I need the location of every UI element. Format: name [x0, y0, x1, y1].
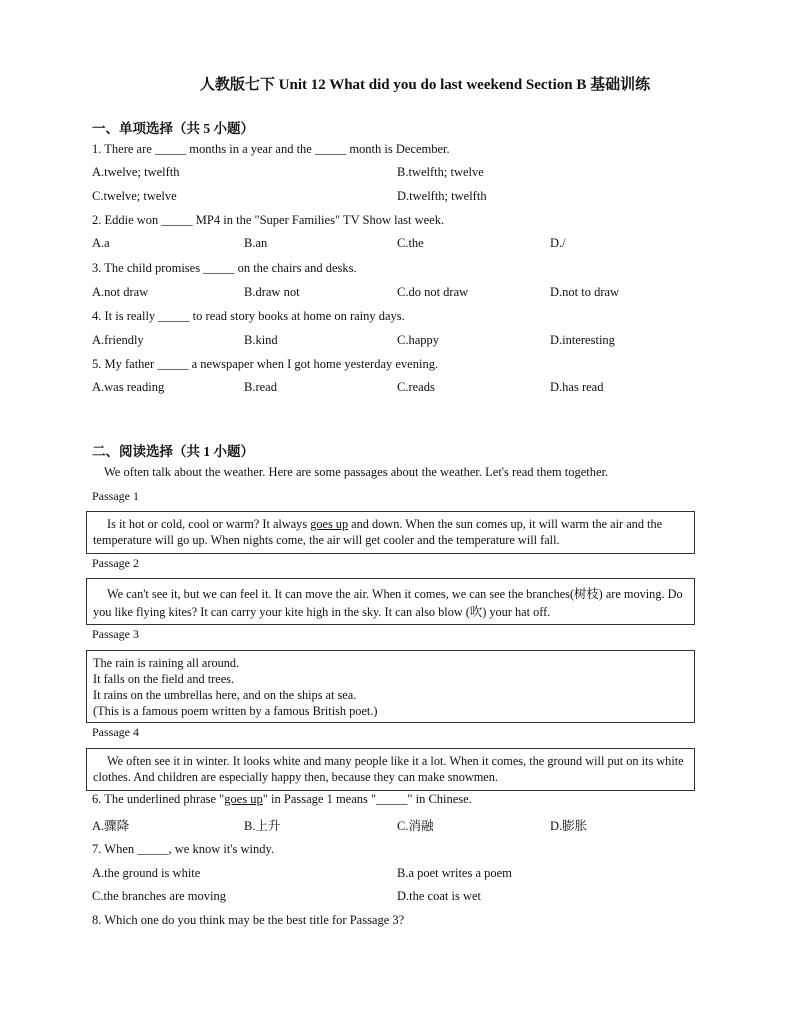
- option: D.has read: [550, 380, 604, 394]
- option: C.消融: [397, 819, 434, 833]
- question-5-options: [92, 380, 702, 398]
- question-7-stem: 7. When _____, we know it's windy.: [92, 842, 275, 856]
- option: A.not draw: [92, 285, 149, 299]
- option: A.was reading: [92, 380, 165, 394]
- passage-1-text-post: and down. When the sun comes up, it will warm the air and the temperature will go up. When nights come, the air will get cooler and the temperature will fall.: [93, 517, 663, 547]
- passage-3-box: [86, 650, 695, 723]
- passage-4-label: Passage 4: [92, 725, 139, 739]
- reading-intro: We often talk about the weather. Here are some passages about the weather. Let's read them together.: [104, 465, 609, 479]
- option: B.上升: [244, 819, 281, 833]
- section2-heading: 二、阅读选择（共 1 小题）: [92, 444, 254, 459]
- passage-2-text: We can't see it, but we can feel it. It can move the air. When it comes, we can see the branches(树枝) are moving. Do you like flying kites? It can carry your kite high in the sky. It can also blow (吹) your hat off.: [93, 587, 683, 619]
- question-2-options: [92, 236, 702, 254]
- poem-line: It rains on the umbrellas here, and on the ships at sea.: [93, 688, 357, 702]
- option: D.膨胀: [550, 819, 588, 833]
- passage-4-text: We often see it in winter. It looks white and many people like it a lot. When it comes, the ground will put on its white clothes. And children are especially happy then, because they can make snowmen.: [93, 754, 684, 784]
- underlined-phrase: goes up: [310, 517, 349, 531]
- option: D.not to draw: [550, 285, 620, 299]
- question-1-options-row2: [92, 189, 702, 207]
- question-6-options: [92, 816, 702, 834]
- option: D.the coat is wet: [397, 889, 482, 903]
- question-3-options: [92, 285, 702, 303]
- passage-1-text: [93, 516, 688, 548]
- option: A.a: [92, 236, 110, 250]
- question-4-stem: 4. It is really _____ to read story books at home on rainy days.: [92, 309, 405, 323]
- poem-note: (This is a famous poem written by a famous British poet.): [93, 704, 378, 718]
- question-3-stem: 3. The child promises _____ on the chairs and desks.: [92, 261, 357, 275]
- question-6-stem: [92, 792, 472, 807]
- poem-line: It falls on the field and trees.: [93, 672, 235, 686]
- question-6-underlined: goes up: [224, 792, 263, 806]
- question-8-stem: 8. Which one do you think may be the best title for Passage 3?: [92, 913, 405, 927]
- question-4-options: [92, 333, 702, 351]
- option: A.friendly: [92, 333, 144, 347]
- option: C.the: [397, 236, 424, 250]
- option: B.read: [244, 380, 277, 394]
- passage-2-label: Passage 2: [92, 556, 139, 570]
- passage-4-box: [86, 748, 695, 791]
- passage-3-label: Passage 3: [92, 627, 139, 641]
- question-6-stem-pre: 6. The underlined phrase ": [92, 792, 225, 806]
- passage-1-text-pre: Is it hot or cold, cool or warm? It always: [107, 517, 311, 531]
- option: B.kind: [244, 333, 278, 347]
- option: B.twelfth; twelve: [397, 165, 484, 179]
- option: D./: [550, 236, 566, 250]
- option: B.a poet writes a poem: [397, 866, 512, 880]
- question-1-options: [92, 165, 702, 183]
- option: A.骤降: [92, 819, 130, 833]
- option: C.the branches are moving: [92, 889, 226, 903]
- option: C.do not draw: [397, 285, 469, 299]
- option: D.interesting: [550, 333, 615, 347]
- passage-2-box: [86, 578, 695, 625]
- question-5-stem: 5. My father _____ a newspaper when I got home yesterday evening.: [92, 357, 439, 371]
- page-title: 人教版七下 Unit 12 What did you do last weekend Section B 基础训练: [199, 77, 651, 93]
- question-1-stem: 1. There are _____ months in a year and the _____ month is December.: [92, 142, 450, 156]
- option: B.draw not: [244, 285, 300, 299]
- question-7-options: [92, 866, 702, 884]
- section1-heading: 一、单项选择（共 5 小题）: [92, 121, 254, 136]
- passage-1-box: [86, 511, 695, 554]
- question-2-stem: 2. Eddie won _____ MP4 in the "Super Families" TV Show last week.: [92, 213, 445, 227]
- option: C.reads: [397, 380, 435, 394]
- poem-line: The rain is raining all around.: [93, 656, 240, 670]
- question-7-options-row2: [92, 889, 702, 907]
- option: A.the ground is white: [92, 866, 201, 880]
- option: A.twelve; twelfth: [92, 165, 180, 179]
- option: C.twelve; twelve: [92, 189, 177, 203]
- passage-1-label: Passage 1: [92, 489, 139, 503]
- question-6-stem-post: " in Passage 1 means "_____" in Chinese.: [262, 792, 472, 806]
- option: B.an: [244, 236, 268, 250]
- option: D.twelfth; twelfth: [397, 189, 487, 203]
- option: C.happy: [397, 333, 440, 347]
